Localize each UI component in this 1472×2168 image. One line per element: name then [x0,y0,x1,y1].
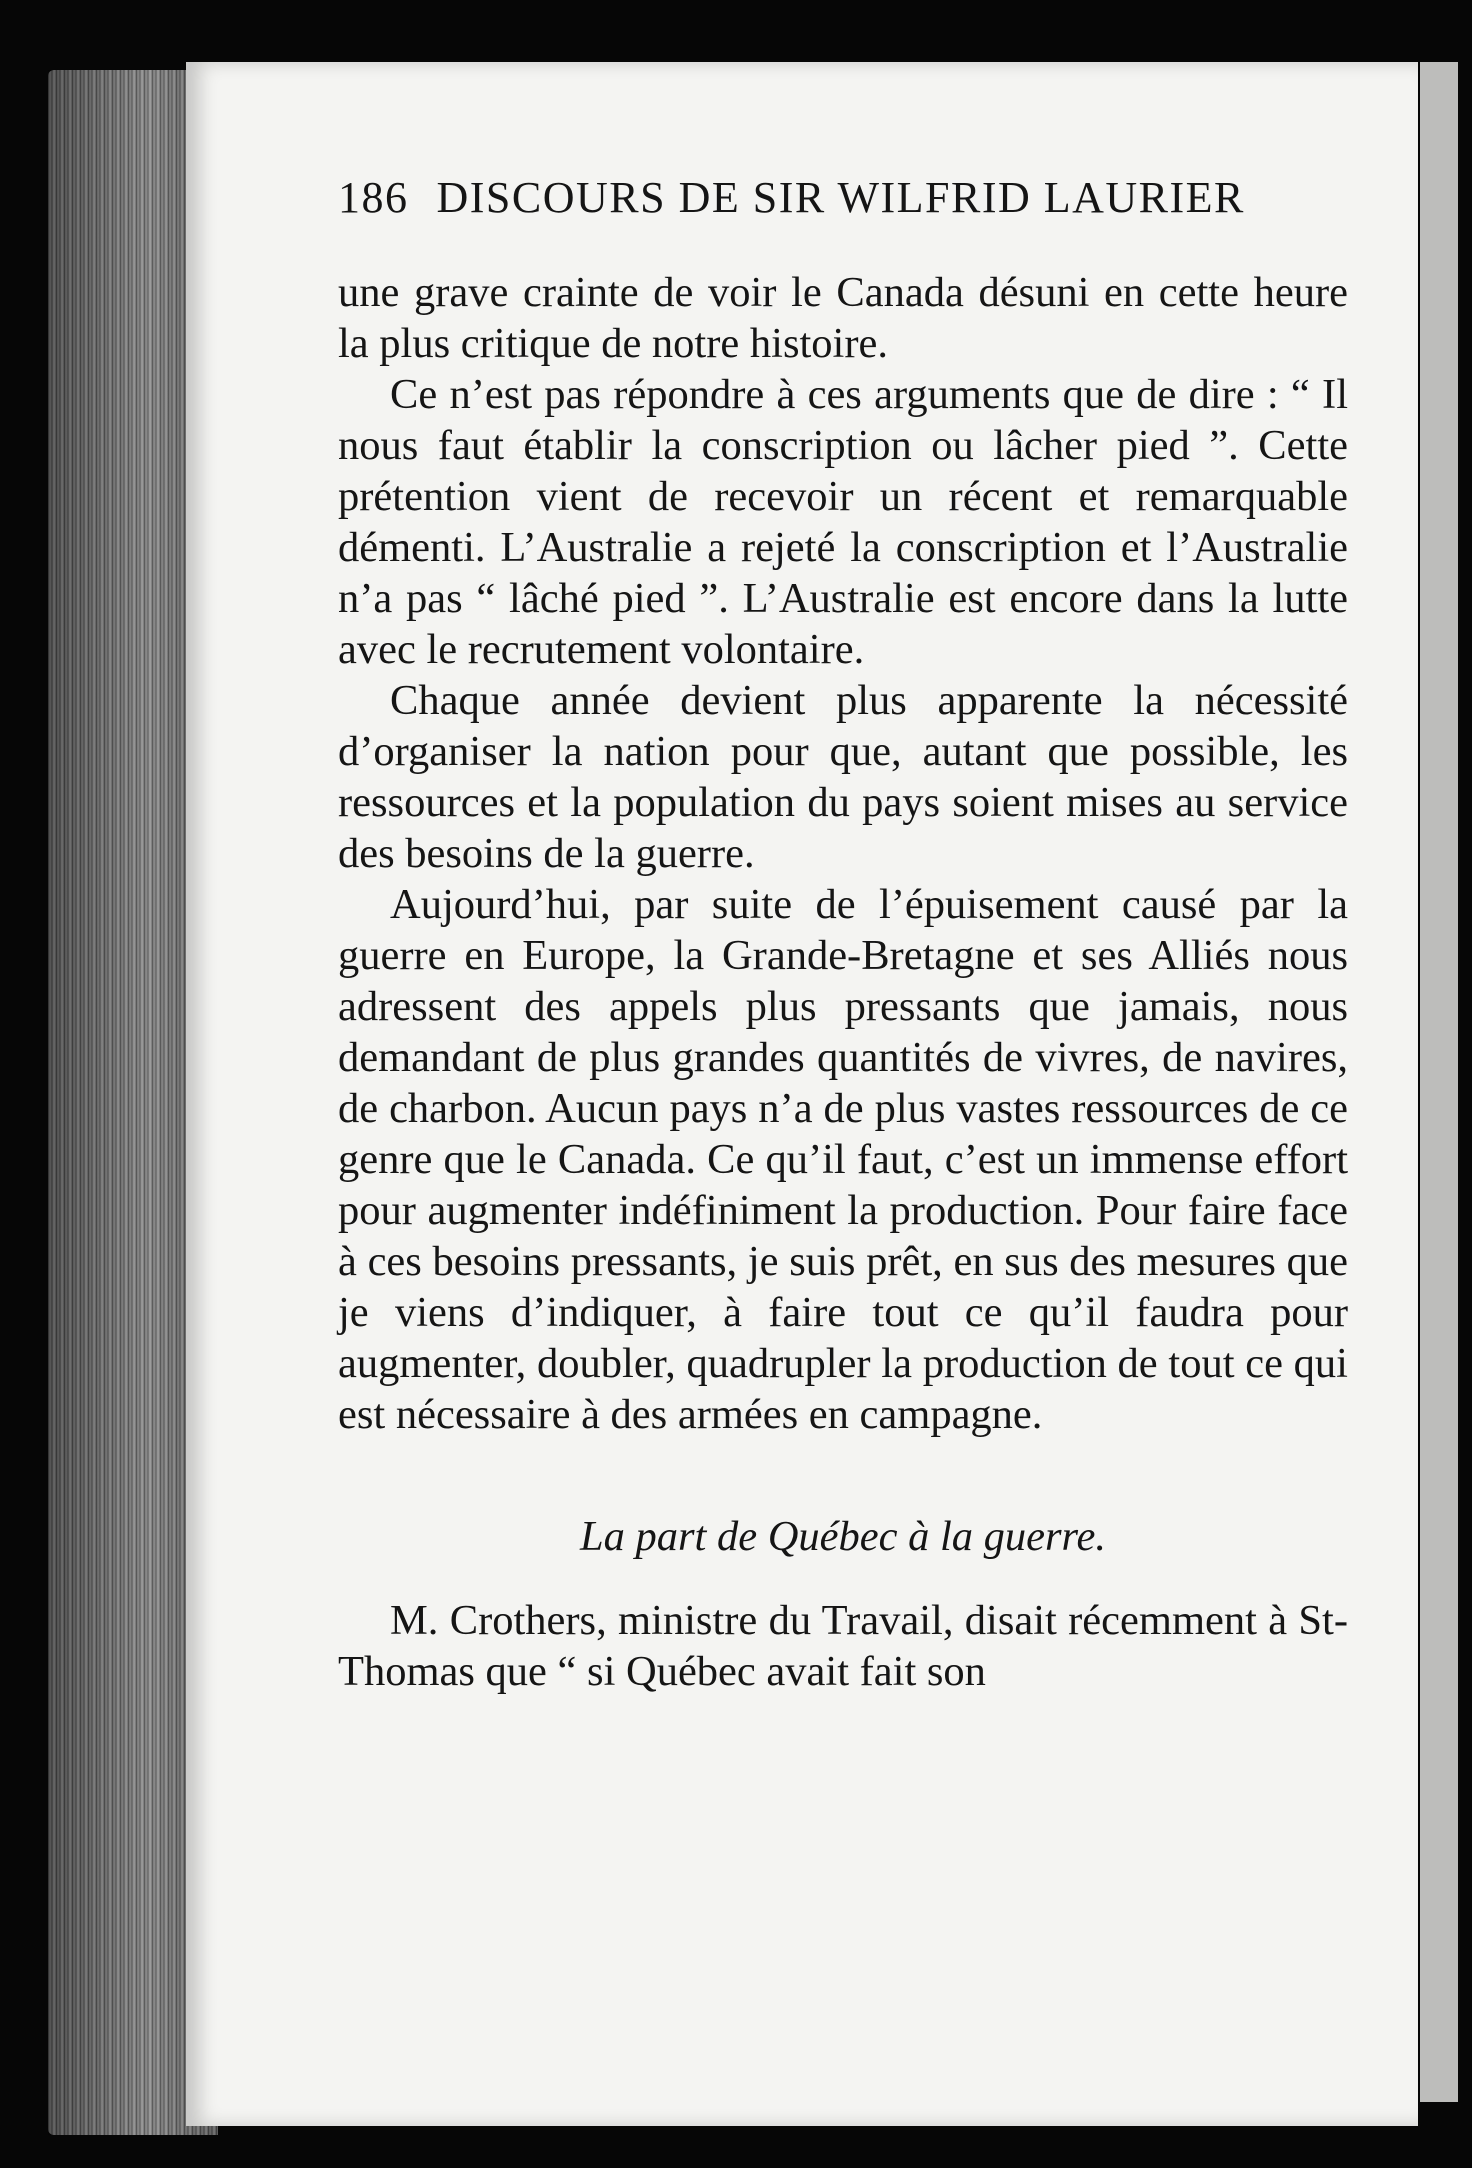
running-header [338,172,1348,223]
paragraph-4: Aujourd’hui, par suite de l’épuisement causé par la guerre en Europe, la Grande-Bretagne et ses Alliés nous adressent des appels plus pressants que jamais, nous demandant de plus grandes quantités de vivres, de navires, de charbon. Aucun pays n’a de plus vastes ressources de ce genre que le Canada. Ce qu’il faut, c’est un immense effort pour augmenter indéfiniment la production. Pour faire face à ces besoins pressants, je suis prêt, en sus des mesures que je viens d’indiquer, à faire tout ce qu’il faudra pour augmenter, doubler, quadrupler la production de tout ce qui est nécessaire à des armées en campagne. [338,881,1348,1438]
paragraph-1: une grave crainte de voir le Canada désuni en cette heure la plus critique de notre histoire. [338,269,1348,367]
paragraph-2: Ce n’est pas répondre à ces arguments que de dire : “ Il nous faut établir la conscription ou lâcher pied ”. Cette prétention vient de recevoir un récent et remarquable démenti. L’Australie a rejeté la conscription et l’Australie n’a pas “ lâché pied ”. L’Australie est encore dans la lutte avec le recrutement volontaire. [338,371,1348,673]
paragraph-3: Chaque année devient plus apparente la nécessité d’organiser la nation pour que, autant que possible, les ressources et la population du pays soient mises au service des besoins de la guerre. [338,677,1348,877]
section-title: La part de Québec à la guerre. [579,1513,1107,1560]
page-content [338,172,1348,1697]
section-paragraph: M. Crothers, ministre du Travail, disait récemment à St-Thomas que “ si Québec avait fait son [338,1597,1348,1695]
book-page [186,62,1418,2126]
running-title: DISCOURS DE SIR WILFRID LAURIER [436,173,1245,222]
facing-page-edge [1420,62,1458,2102]
page-number: 186 [338,173,409,222]
